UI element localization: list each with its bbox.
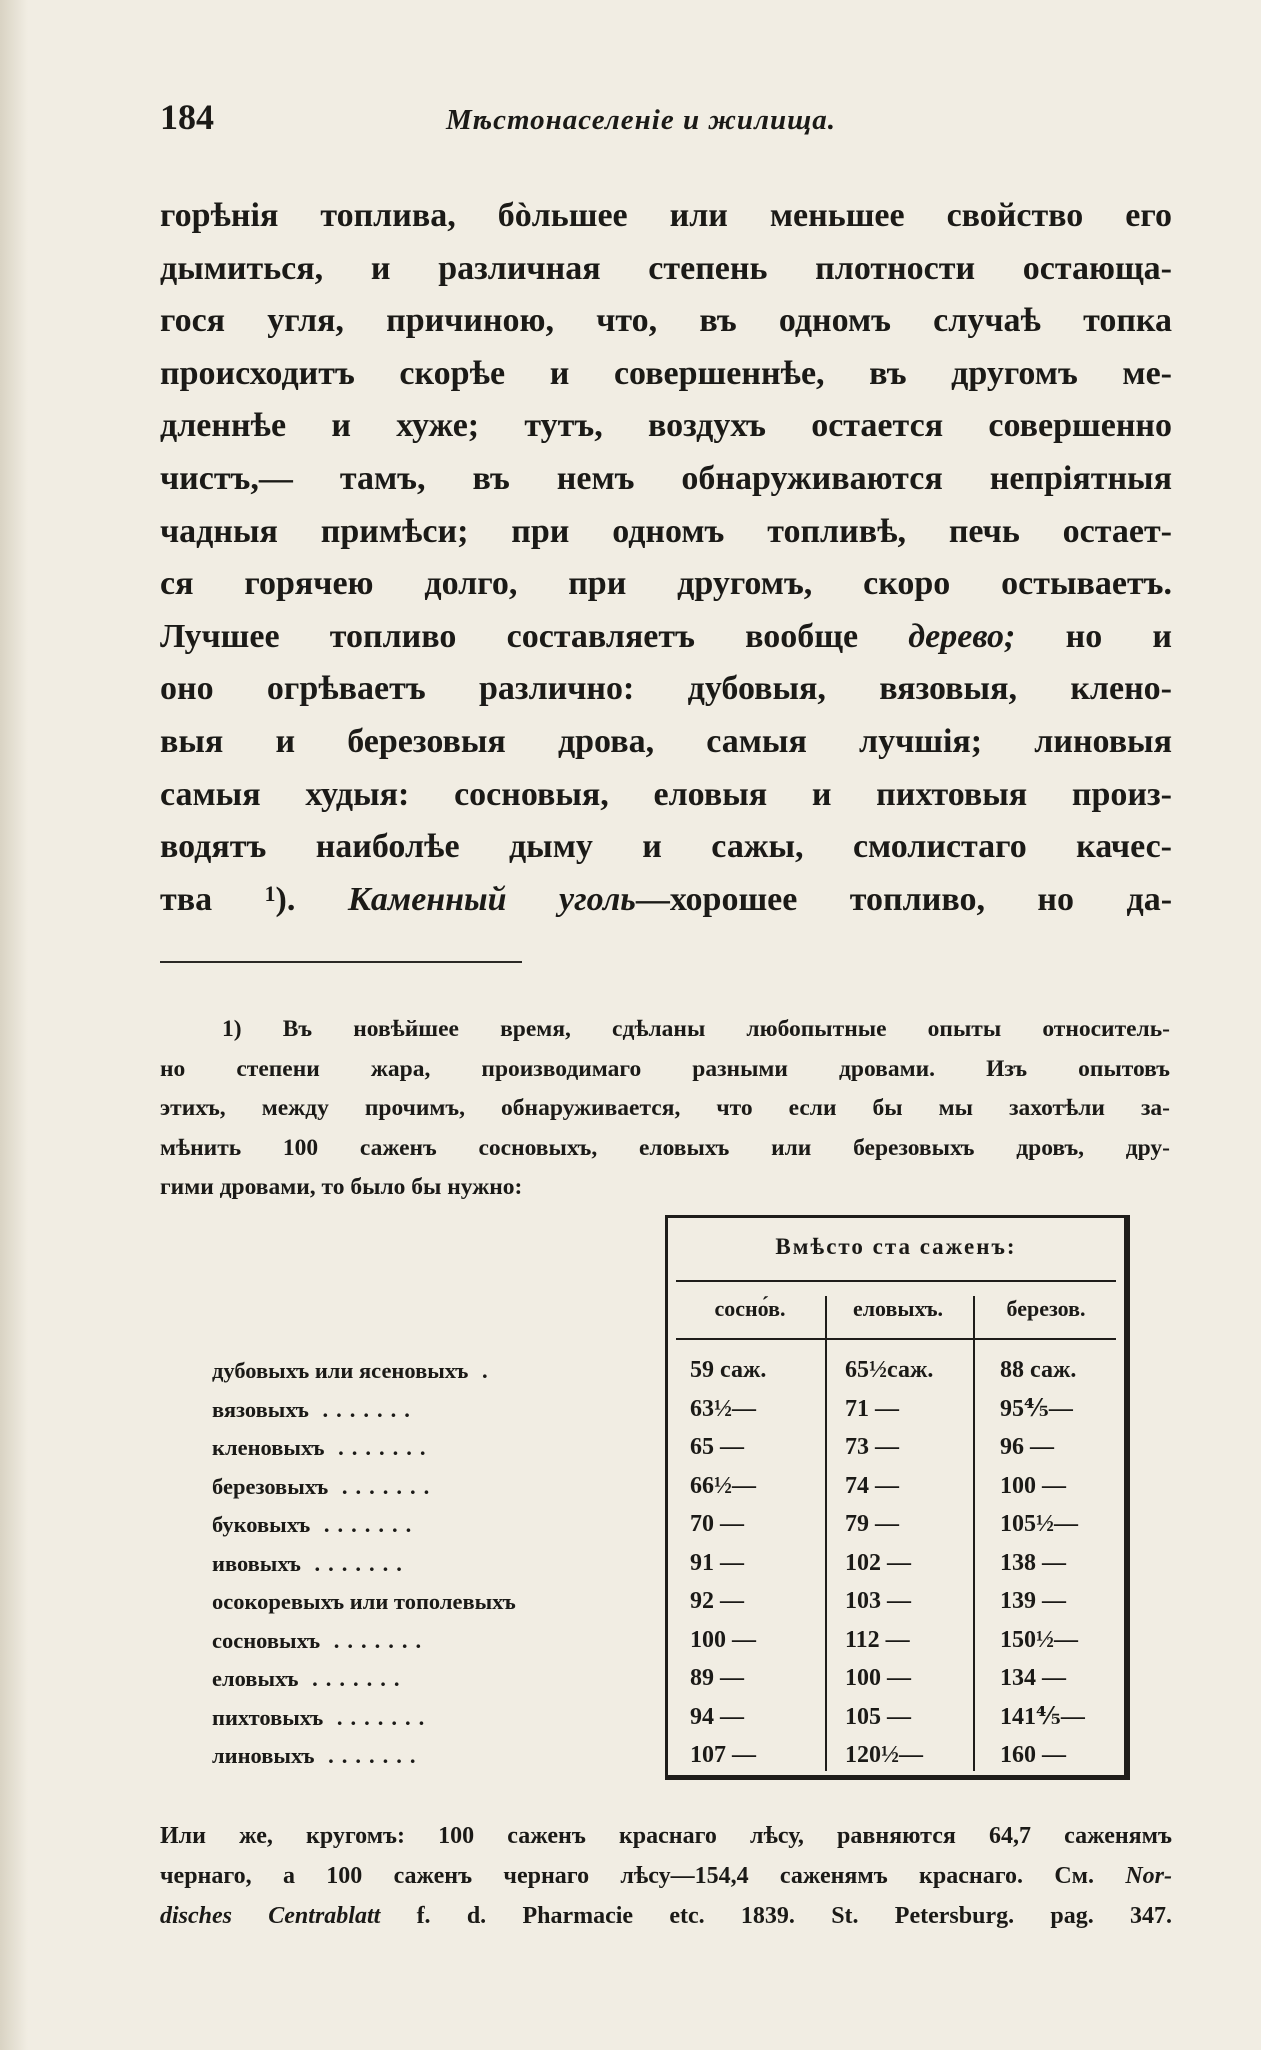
text-line: оно огрѣваетъ различно: дубовыя, вязовыя, клено-: [160, 670, 1172, 708]
row-label: [212, 1429, 632, 1466]
table-cell: 112 —: [845, 1626, 910, 1653]
column-divider: [973, 1296, 975, 1771]
leader-dots: .......: [314, 1743, 424, 1768]
table-cell: 65½саж.: [845, 1357, 934, 1383]
table-cell: 102 —: [845, 1549, 911, 1576]
column-header-spruce: еловыхъ.: [852, 1296, 944, 1321]
table-cell: 100 —: [845, 1665, 911, 1691]
row-label-text: пихтовыхъ: [212, 1704, 324, 1730]
column-divider: [825, 1296, 827, 1771]
row-label: [212, 1699, 632, 1736]
table-cell: 70 —: [690, 1511, 744, 1537]
row-label: [212, 1583, 632, 1620]
text-line: [160, 1856, 1172, 1896]
text-line: выя и березовыя дрова, самыя лучшія; линовыя: [160, 722, 1172, 760]
text-segment: чернаго, а 100 саженъ чернаго лѣсу—154,4 саженямъ краснаго. См.: [160, 1863, 1126, 1889]
table-header: Вмѣсто ста саженъ:: [775, 1234, 1017, 1259]
table-cell: 66½—: [690, 1472, 756, 1499]
row-label: [212, 1660, 632, 1697]
table-cell: 105 —: [845, 1703, 911, 1730]
italic-term: Nor-: [1125, 1863, 1172, 1889]
italic-term: disches Centrablatt: [160, 1903, 381, 1929]
column-header-birch: березов.: [1006, 1296, 1086, 1321]
text-line: чистъ,— тамъ, въ немъ обнаруживаются непріятныя: [160, 459, 1172, 497]
text-line: ся горячею долго, при другомъ, скоро остываетъ.: [160, 565, 1172, 603]
table-cell: 100 —: [690, 1626, 756, 1653]
page-header: [160, 96, 1170, 146]
table-cell: 96 —: [1000, 1434, 1054, 1460]
table-cell: 141⅘—: [1000, 1703, 1085, 1730]
text-line: дленнѣе и хуже; тутъ, воздухъ остается совершенно: [160, 407, 1172, 445]
table-cell: 95⅘—: [1000, 1395, 1073, 1422]
body-text: [160, 190, 1172, 926]
table-cell: 88 саж.: [1000, 1357, 1077, 1383]
row-label-text: ивовыхъ: [212, 1550, 301, 1576]
text-line: дымиться, и различная степень плотности остающа-: [160, 249, 1172, 287]
text-line: водятъ наиболѣе дыму и сажы, смолистаго качес-: [160, 828, 1172, 866]
row-label-text: березовыхъ: [212, 1473, 329, 1499]
table-cell: 105½—: [1000, 1511, 1078, 1537]
table-cell: 59 саж.: [690, 1357, 767, 1383]
row-label-text: линовыхъ: [212, 1743, 315, 1768]
row-label: [212, 1391, 632, 1428]
table-cell: 120½—: [845, 1742, 923, 1768]
text-line: гося угля, причиною, что, въ одномъ случаѣ топка: [160, 302, 1172, 340]
leader-dots: .: [468, 1358, 496, 1383]
row-label-text: еловыхъ: [212, 1666, 299, 1691]
table-cell: 79 —: [845, 1511, 899, 1537]
table-cell: 91 —: [690, 1549, 744, 1576]
table-rule: [676, 1338, 1116, 1340]
text-line: происходитъ скорѣе и совершеннѣе, въ другомъ ме-: [160, 354, 1172, 392]
table-cell: 100 —: [1000, 1472, 1066, 1499]
leader-dots: .......: [300, 1550, 410, 1576]
row-label: [212, 1506, 632, 1543]
row-label-text: вязовыхъ: [212, 1396, 309, 1422]
row-label-text: осокоревыхъ или тополевыхъ: [212, 1589, 516, 1614]
page-number: 184: [160, 97, 214, 137]
column-header-pine: сосно́в.: [714, 1296, 786, 1321]
text-segment: но и: [1015, 617, 1172, 655]
row-label: [212, 1737, 632, 1774]
table-cell: 107 —: [690, 1742, 756, 1768]
row-label: [212, 1545, 632, 1582]
text-line: [160, 1896, 1172, 1936]
leader-dots: .......: [310, 1512, 420, 1537]
leader-dots: .......: [323, 1704, 433, 1730]
footnote-line: 1) Въ новѣйшее время, сдѣланы любопытные опыты относитель-: [222, 1016, 1170, 1042]
footnote-line: но степени жара, производимаго разными дровами. Изъ опытовъ: [160, 1055, 1170, 1082]
running-title: Мѣстонаселеніе и жилища.: [446, 104, 836, 136]
text-segment: f. d. Pharmacie etc. 1839. St. Petersburg. pag. 347.: [380, 1903, 1172, 1929]
footnote: [160, 1010, 1170, 1208]
footnote-line: мѣнить 100 саженъ сосновыхъ, еловыхъ или березовыхъ дровъ, дру-: [160, 1134, 1170, 1161]
table-cell: 160 —: [1000, 1742, 1066, 1768]
row-label: [212, 1468, 632, 1505]
footnote-line: этихъ, между прочимъ, обнаруживается, что если бы мы захотѣли за-: [160, 1095, 1170, 1121]
table-cell: 103 —: [845, 1588, 911, 1614]
after-table-text: [160, 1816, 1172, 1936]
leader-dots: .......: [324, 1435, 434, 1460]
text-segment: Лучшее топливо составляетъ вообще: [160, 617, 909, 655]
row-label: [212, 1622, 632, 1659]
table-cell: 150½—: [1000, 1626, 1078, 1653]
row-label: [212, 1352, 632, 1389]
table-cell: 92 —: [690, 1588, 744, 1614]
leader-dots: .......: [320, 1627, 430, 1653]
row-label-text: дубовыхъ или ясеновыхъ: [212, 1358, 469, 1383]
table-cell: 138 —: [1000, 1549, 1066, 1576]
leader-dots: .......: [308, 1396, 418, 1422]
table-rule: [676, 1280, 1116, 1282]
text-line: чадныя примѣси; при одномъ топливѣ, печь остает-: [160, 512, 1172, 550]
text-line: Или же, кругомъ: 100 саженъ краснаго лѣсу, равняются 64,7 саженямъ: [160, 1823, 1172, 1849]
table-cell: 94 —: [690, 1703, 744, 1730]
text-line: самыя худыя: сосновыя, еловыя и пихтовыя произ-: [160, 775, 1172, 813]
text-line: [160, 611, 1172, 664]
leader-dots: .......: [328, 1473, 438, 1499]
table-cell: 71 —: [845, 1395, 899, 1422]
leader-dots: .......: [298, 1666, 408, 1691]
table-cell: 63½—: [690, 1395, 756, 1422]
table-cell: 134 —: [1000, 1665, 1066, 1691]
text-segment: тва: [160, 880, 265, 918]
text-segment: ).: [275, 880, 348, 918]
row-label-text: буковыхъ: [212, 1512, 311, 1537]
text-line: горѣнія топлива, бòльшее или меньшее свойство его: [160, 197, 1172, 234]
row-label-text: кленовыхъ: [212, 1435, 325, 1460]
table-cell: 89 —: [690, 1665, 744, 1691]
table-cell: 74 —: [845, 1472, 899, 1499]
table-cell: 139 —: [1000, 1588, 1066, 1614]
table-cell: 65 —: [690, 1434, 744, 1460]
row-label-text: сосновыхъ: [212, 1627, 321, 1653]
footnote-rule: [160, 961, 522, 963]
text-line: [160, 874, 1172, 927]
italic-term: дерево;: [908, 617, 1016, 655]
footnote-line: гими дровами, то было бы нужно:: [160, 1174, 523, 1200]
table-cell: 73 —: [845, 1434, 899, 1460]
text-segment: —хорошее топливо, но да-: [635, 880, 1173, 918]
footnote-marker: 1: [264, 880, 276, 906]
italic-term: Каменный уголь: [347, 880, 636, 918]
